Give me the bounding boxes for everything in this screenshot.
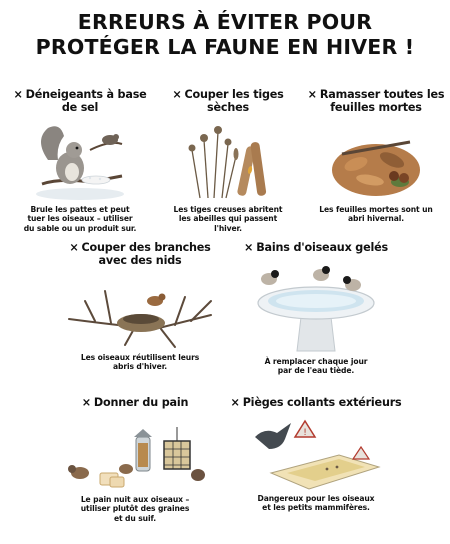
card-description: À remplacer chaque jour par de l'eau tiède. bbox=[264, 357, 368, 376]
card-description: Les tiges creuses abritent les abeilles qui passent l'hiver. bbox=[173, 205, 283, 233]
card-description: Les feuilles mortes sont un abri hivernal. bbox=[319, 205, 433, 224]
card-salt-deicer bbox=[10, 88, 150, 233]
title-line-1: ERREURS À ÉVITER POUR bbox=[77, 10, 373, 34]
card-title: × Pièges collants extérieurs bbox=[230, 396, 402, 409]
page-title bbox=[0, 10, 450, 60]
card-title: × Couper des branches avec des nids bbox=[69, 241, 211, 267]
nest-branch-icon bbox=[65, 271, 215, 351]
card-frozen-birdbath bbox=[226, 241, 406, 376]
dry-stems-icon bbox=[178, 120, 278, 202]
x-marker: × bbox=[172, 88, 182, 101]
title-line-2: PROTÉGER LA FAUNE EN HIVER ! bbox=[35, 35, 415, 59]
card-description: Dangereux pour les oiseaux et les petits mammifères. bbox=[257, 494, 375, 513]
bread-feeder-icon bbox=[60, 423, 210, 493]
svg-text:!: ! bbox=[303, 428, 307, 438]
squirrel-salt-icon bbox=[30, 120, 130, 202]
x-marker: × bbox=[69, 241, 79, 254]
x-marker: × bbox=[81, 396, 91, 409]
x-marker: × bbox=[13, 88, 23, 101]
dead-leaves-icon bbox=[326, 120, 426, 202]
card-title: × Donner du pain bbox=[81, 396, 189, 409]
x-marker: × bbox=[307, 88, 317, 101]
x-marker: × bbox=[244, 241, 254, 254]
card-nest-branches bbox=[55, 241, 225, 372]
x-marker: × bbox=[230, 396, 240, 409]
card-dead-leaves bbox=[306, 88, 446, 224]
card-title: × Couper les tiges sèches bbox=[172, 88, 284, 114]
frozen-birdbath-icon bbox=[241, 261, 391, 353]
card-title: × Ramasser toutes les feuilles mortes bbox=[307, 88, 445, 114]
card-description: Brule les pattes et peut tuer les oiseaux – utiliser du sable ou un produit sur. bbox=[23, 205, 137, 233]
card-description: Le pain nuit aux oiseaux – utiliser plutôt des graines et du suif. bbox=[80, 495, 190, 523]
card-title: × Déneigeants à base de sel bbox=[13, 88, 147, 114]
sticky-trap-icon bbox=[241, 417, 391, 491]
card-bread bbox=[60, 396, 210, 523]
card-dry-stems bbox=[158, 88, 298, 233]
card-description: Les oiseaux réutilisent leurs abris d'hiver. bbox=[80, 353, 200, 372]
card-sticky-traps bbox=[226, 396, 406, 513]
card-title: × Bains d'oiseaux gelés bbox=[244, 241, 388, 254]
